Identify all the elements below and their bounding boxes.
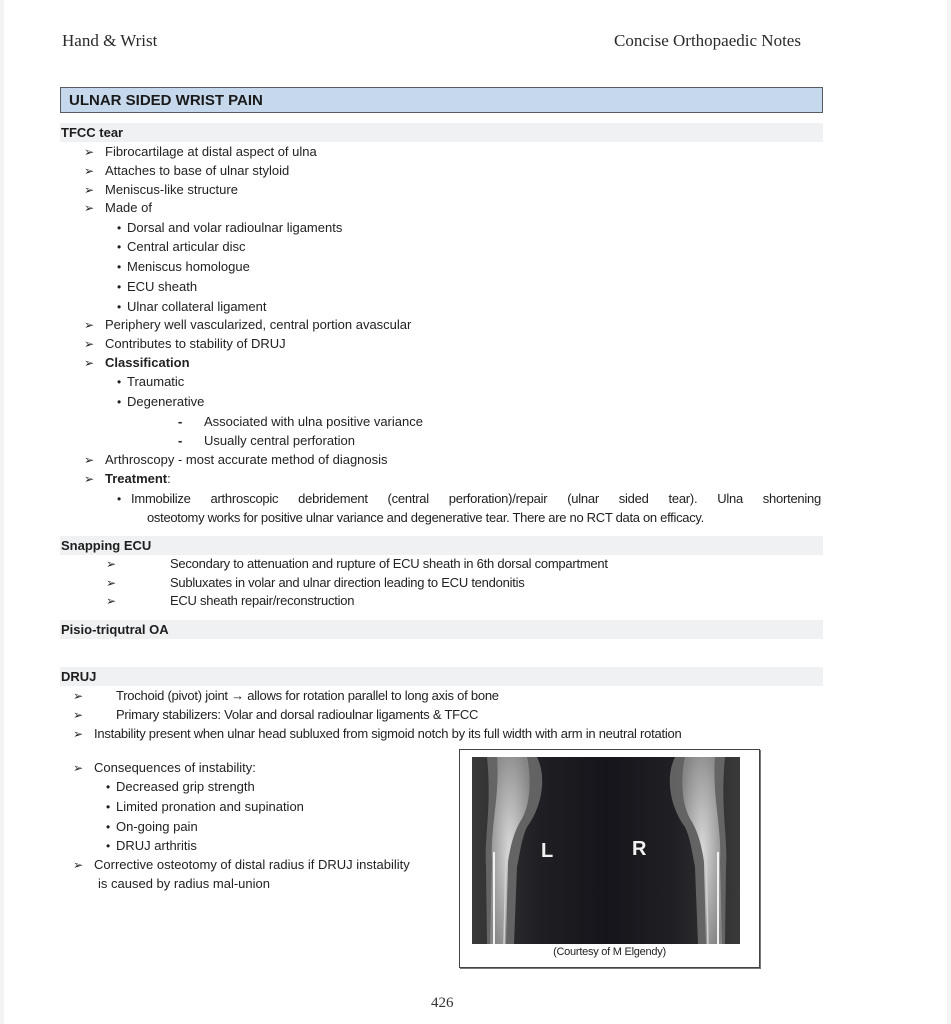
- list-item: Periphery well vascularized, central portion avascular: [105, 317, 412, 332]
- list-item: Primary stabilizers: Volar and dorsal radioulnar ligaments & TFCC: [116, 707, 479, 722]
- round-bullet-icon: •: [117, 240, 122, 254]
- list-item: Contributes to stability of DRUJ: [105, 336, 286, 351]
- list-item: Secondary to attenuation and rupture of ECU sheath in 6th dorsal compartment: [170, 556, 608, 571]
- arrow-bullet-icon: ➢: [73, 761, 84, 775]
- arrow-bullet-icon: ➢: [73, 708, 84, 722]
- round-bullet-icon: •: [106, 800, 111, 814]
- list-item: On-going pain: [116, 819, 198, 834]
- arrow-bullet-icon: ➢: [84, 337, 95, 351]
- arrow-bullet-icon: ➢: [84, 356, 95, 370]
- arrow-bullet-icon: ➢: [84, 145, 95, 159]
- list-item: Usually central perforation: [204, 433, 356, 448]
- arrow-bullet-icon: ➢: [84, 201, 95, 215]
- dash-bullet-icon: -: [178, 414, 183, 429]
- list-item: Decreased grip strength: [116, 779, 255, 794]
- figure-caption: (Courtesy of M Elgendy): [553, 946, 666, 958]
- arrow-bullet-icon: ➢: [84, 472, 95, 486]
- classification-label: Classification: [105, 355, 190, 370]
- list-item: Associated with ulna positive variance: [204, 414, 423, 429]
- treatment-text-line-1: Immobilize arthroscopic debridement (central perforation)/repair (ulnar sided tear). Ulna shortening: [131, 491, 821, 506]
- section-heading-tfcc: TFCC tear: [60, 123, 823, 142]
- treatment-colon: :: [167, 471, 171, 486]
- list-item: Ulnar collateral ligament: [127, 299, 267, 314]
- list-item-continuation: is caused by radius mal-union: [98, 876, 270, 891]
- list-item: Traumatic: [127, 374, 185, 389]
- arrow-bullet-icon: ➢: [84, 318, 95, 332]
- section-heading-druj: DRUJ: [60, 667, 823, 686]
- arrow-bullet-icon: ➢: [73, 689, 84, 703]
- list-item: Subluxates in volar and ulnar direction leading to ECU tendonitis: [170, 575, 525, 590]
- list-item: Meniscus homologue: [127, 259, 250, 274]
- figure-frame: [459, 749, 760, 968]
- xray-marker-left: L: [541, 840, 554, 862]
- xray-wrists-lateral-icon: [472, 757, 740, 944]
- list-item: Central articular disc: [127, 239, 246, 254]
- running-header-right: Concise Orthopaedic Notes: [614, 31, 801, 50]
- list-item: Arthroscopy - most accurate method of diagnosis: [105, 452, 388, 467]
- list-item: ECU sheath: [127, 279, 198, 294]
- list-item: Fibrocartilage at distal aspect of ulna: [105, 144, 317, 159]
- round-bullet-icon: •: [106, 820, 111, 834]
- list-item: Attaches to base of ulnar styloid: [105, 163, 290, 178]
- arrow-bullet-icon: ➢: [84, 164, 95, 178]
- arrow-bullet-icon: ➢: [84, 453, 95, 467]
- dash-bullet-icon: -: [178, 433, 183, 448]
- treatment-label: Treatment: [105, 471, 168, 486]
- arrow-bullet-icon: ➢: [73, 858, 84, 872]
- chapter-title: ULNAR SIDED WRIST PAIN: [60, 87, 823, 113]
- xray-marker-right: R: [632, 838, 647, 860]
- arrow-bullet-icon: ➢: [106, 576, 117, 590]
- round-bullet-icon: •: [117, 395, 122, 409]
- running-header-left: Hand & Wrist: [62, 31, 158, 50]
- round-bullet-icon: •: [117, 221, 122, 235]
- round-bullet-icon: •: [106, 780, 111, 794]
- list-item: DRUJ arthritis: [116, 838, 197, 853]
- list-item: Meniscus-like structure: [105, 182, 238, 197]
- section-heading-snapping-ecu: Snapping ECU: [60, 536, 823, 555]
- arrow-bullet-icon: ➢: [84, 183, 95, 197]
- round-bullet-icon: •: [117, 280, 122, 294]
- arrow-bullet-icon: ➢: [106, 594, 117, 608]
- page-number: 426: [431, 995, 454, 1011]
- list-item: Corrective osteotomy of distal radius if DRUJ instability: [94, 857, 410, 872]
- round-bullet-icon: •: [106, 839, 111, 853]
- list-item: Made of: [105, 200, 152, 215]
- consequences-label: Consequences of instability:: [94, 760, 256, 775]
- treatment-text-line-2: osteotomy works for positive ulnar variance and degenerative tear. There are no RCT data on efficacy.: [147, 510, 704, 525]
- xray-image: [472, 757, 740, 944]
- list-item: Trochoid (pivot) joint → allows for rotation parallel to long axis of bone: [116, 688, 499, 703]
- round-bullet-icon: •: [117, 375, 122, 389]
- document-page: [4, 0, 947, 1024]
- list-item: Dorsal and volar radioulnar ligaments: [127, 220, 343, 235]
- round-bullet-icon: •: [117, 260, 122, 274]
- list-item: Degenerative: [127, 394, 205, 409]
- arrow-bullet-icon: ➢: [73, 727, 84, 741]
- section-heading-pisio-triqutral: Pisio-triqutral OA: [60, 620, 823, 639]
- round-bullet-icon: •: [117, 300, 122, 314]
- round-bullet-icon: •: [117, 492, 122, 506]
- list-item: Limited pronation and supination: [116, 799, 304, 814]
- list-item: Instability present when ulnar head subluxed from sigmoid notch by its full width with arm in neutral rotation: [94, 726, 682, 741]
- list-item: ECU sheath repair/reconstruction: [170, 593, 355, 608]
- arrow-bullet-icon: ➢: [106, 557, 117, 571]
- treatment-label-row: [105, 470, 171, 488]
